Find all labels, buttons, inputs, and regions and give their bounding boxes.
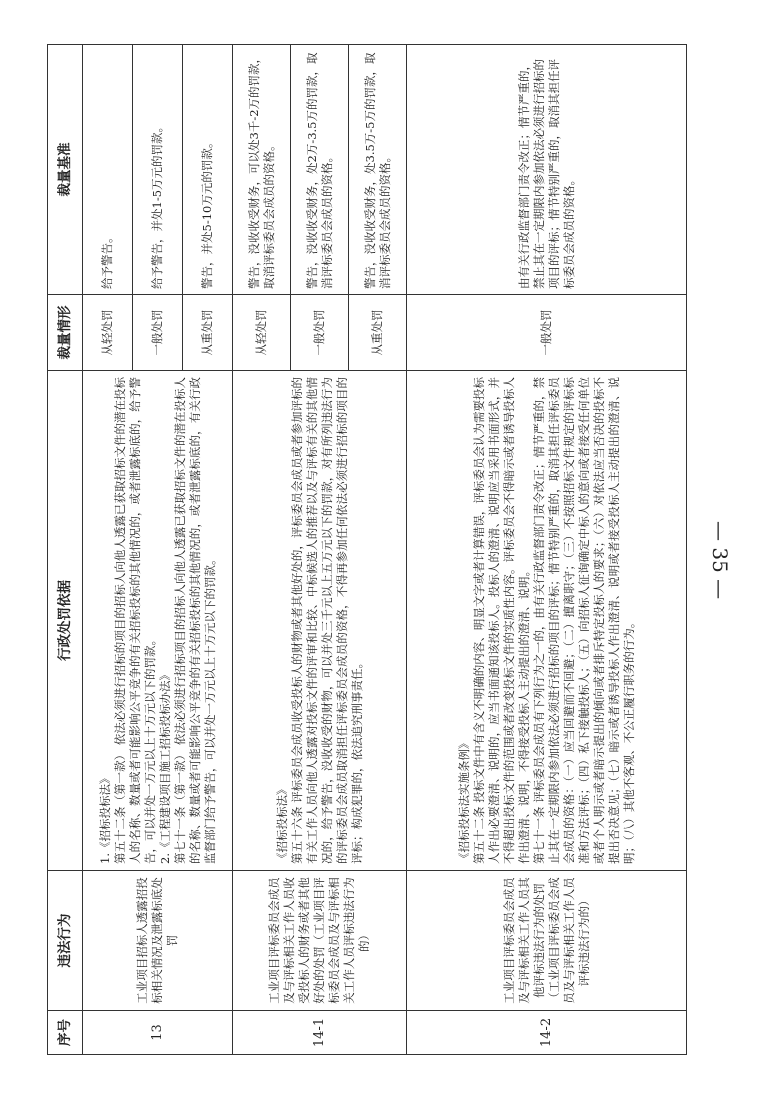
row-seq: 14-1 <box>233 1011 407 1055</box>
row-circumstance: 从轻处罚 <box>233 295 291 371</box>
header-standard: 裁量基准 <box>48 45 83 295</box>
row-circumstance: 一般处罚 <box>407 295 687 371</box>
basis-paragraph: 第五十二条 投标文件中有含义不明确的内容、明显文字或者计算错误，评标委员会认为需要投标人作出必要澄清、说明的，应当书面通知该投标人。投标人的澄清、说明应当采用书面形式，并不得超出投标文件的范围或者改变投标文件的实质性内容。评标委员会不得暗示或者诱导投标人作出澄清、说明，不得接受投标人主动提出的澄清、说明。 <box>471 377 531 864</box>
row-violation: 工业项目招标人透露招投标相关情况及泄露标底处罚 <box>83 871 233 1011</box>
header-basis: 行政处罚依据 <box>48 371 83 871</box>
basis-paragraph: 《招标投标法》 <box>274 783 289 864</box>
page-number: — 35 — <box>708 520 732 600</box>
basis-paragraph: 第五十六条 评标委员会成员收受投标人的财物或者其他好处的，评标委员会成员或者参加评标的有关工作人员向他人透露对投标文件的评审和比较、中标候选人的推荐以及与评标有关的其他情况的，给予警告，没收收受的财物，可以并处三千元以上五万元以下的罚款，对有所列违法行为的评标委员会成员取消担任评标委员会成员的资格，不得再参加任何依法必须进行招标的项目的评标；构成犯罪的，依法追究刑事责任。 <box>289 377 364 864</box>
row-circumstance: 从重处罚 <box>349 295 407 371</box>
row-standard: 警告，并处5-10万元的罚款。 <box>183 45 233 295</box>
table-row <box>83 45 133 1055</box>
row-circumstance: 一般处罚 <box>133 295 183 371</box>
row-violation: 工业项目评标委员会成员及与评标相关工作人员收受投标人的财务或者其他好处的处罚（工业项目评标委员会成员及与评标相关工作人员评标违法行为的） <box>233 871 407 1011</box>
row-basis <box>83 371 233 871</box>
basis-paragraph: 1.《招标投标法》 <box>97 772 112 864</box>
row-circumstance: 一般处罚 <box>291 295 349 371</box>
row-violation: 工业项目评标委员会成员及与评标相关工作人员其他评标违法行为的处罚（工业项目评标委员会成员及与评标相关工作人员评标违法行为的） <box>407 871 687 1011</box>
row-standard: 警告，没收收受财务，可以处3千-2万的罚款，取消评标委员会成员的资格。 <box>233 45 291 295</box>
basis-paragraph: 第五十二条（第一款） 依法必须进行招标的项目的招标人向他人透露已获取招标文件的潜在投标人的名称、数量或者可能影响公平竞争的有关招标投标的其他情况的，或者泄露标底的，给予警告，可以并处一万元以上十万元以下的罚款。 <box>112 377 157 864</box>
header-circumstance: 裁量情形 <box>48 295 83 371</box>
table-row <box>233 45 291 1055</box>
row-circumstance: 从重处罚 <box>183 295 233 371</box>
basis-paragraph: 《招标投标法实施条例》 <box>456 737 471 864</box>
rotated-table-container <box>47 45 687 1055</box>
row-standard: 给予警告，并处1-5万元的罚款。 <box>133 45 183 295</box>
basis-paragraph: 第七十一条（第一款） 依法必须进行招标项目的招标人向他人透露已获取招标文件的潜在投标人的名称、数量或者可能影响公平竞争的有关招标投标的其他情况的，或者泄露标底的，有关行政监督部门给予警告，可以并处一万元以上十万元以下的罚款。 <box>172 377 217 864</box>
basis-paragraph: 第七十一条 评标委员会成员有下列行为之一的，由有关行政监督部门责令改正；情节严重的，禁止其在一定期限内参加依法必须进行招标的项目的评标；情节特别严重的，取消其担任评标委员会成员的资格：（一）应当回避而不回避；（二）擅离职守；（三）不按照招标文件规定的评标标准和方法评标；（四）私下接触投标人；（五）向招标人征询确定中标人的意向或者接受任何单位或者个人明示或者暗示提出的倾向或者排斥特定投标人的要求；（六）对依法应当否决的投标不提出否决意见；（七）暗示或者诱导投标人作出澄清、说明或者接受投标人主动提出的澄清、说明；（八）其他不客观、不公正履行职务的行为。 <box>531 377 636 864</box>
header-row <box>48 45 83 1055</box>
table-row <box>407 45 687 1055</box>
penalty-table <box>47 44 687 1055</box>
row-basis <box>233 371 407 871</box>
header-seq: 序号 <box>48 1011 83 1055</box>
row-standard: 警告，没收收受财务，处3.5万-5万的罚款，取消评标委员会成员的资格。 <box>349 45 407 295</box>
row-seq: 13 <box>83 1011 233 1055</box>
row-standard: 警告，没收收受财务，处2万-3.5万的罚款，取消评标委员会成员的资格。 <box>291 45 349 295</box>
row-standard: 由有关行政监督部门责令改正；情节严重的，禁止其在一定期限内参加依法必须进行招标的项目的评标；情节特别严重的，取消其担任评标委员会成员的资格。 <box>407 45 687 295</box>
header-violation: 违法行为 <box>48 871 83 1011</box>
row-circumstance: 从轻处罚 <box>83 295 133 371</box>
row-basis <box>407 371 687 871</box>
row-seq: 14-2 <box>407 1011 687 1055</box>
row-standard: 给予警告。 <box>83 45 133 295</box>
basis-paragraph: 2.《工程建设项目施工招标投标办法》 <box>157 669 172 864</box>
